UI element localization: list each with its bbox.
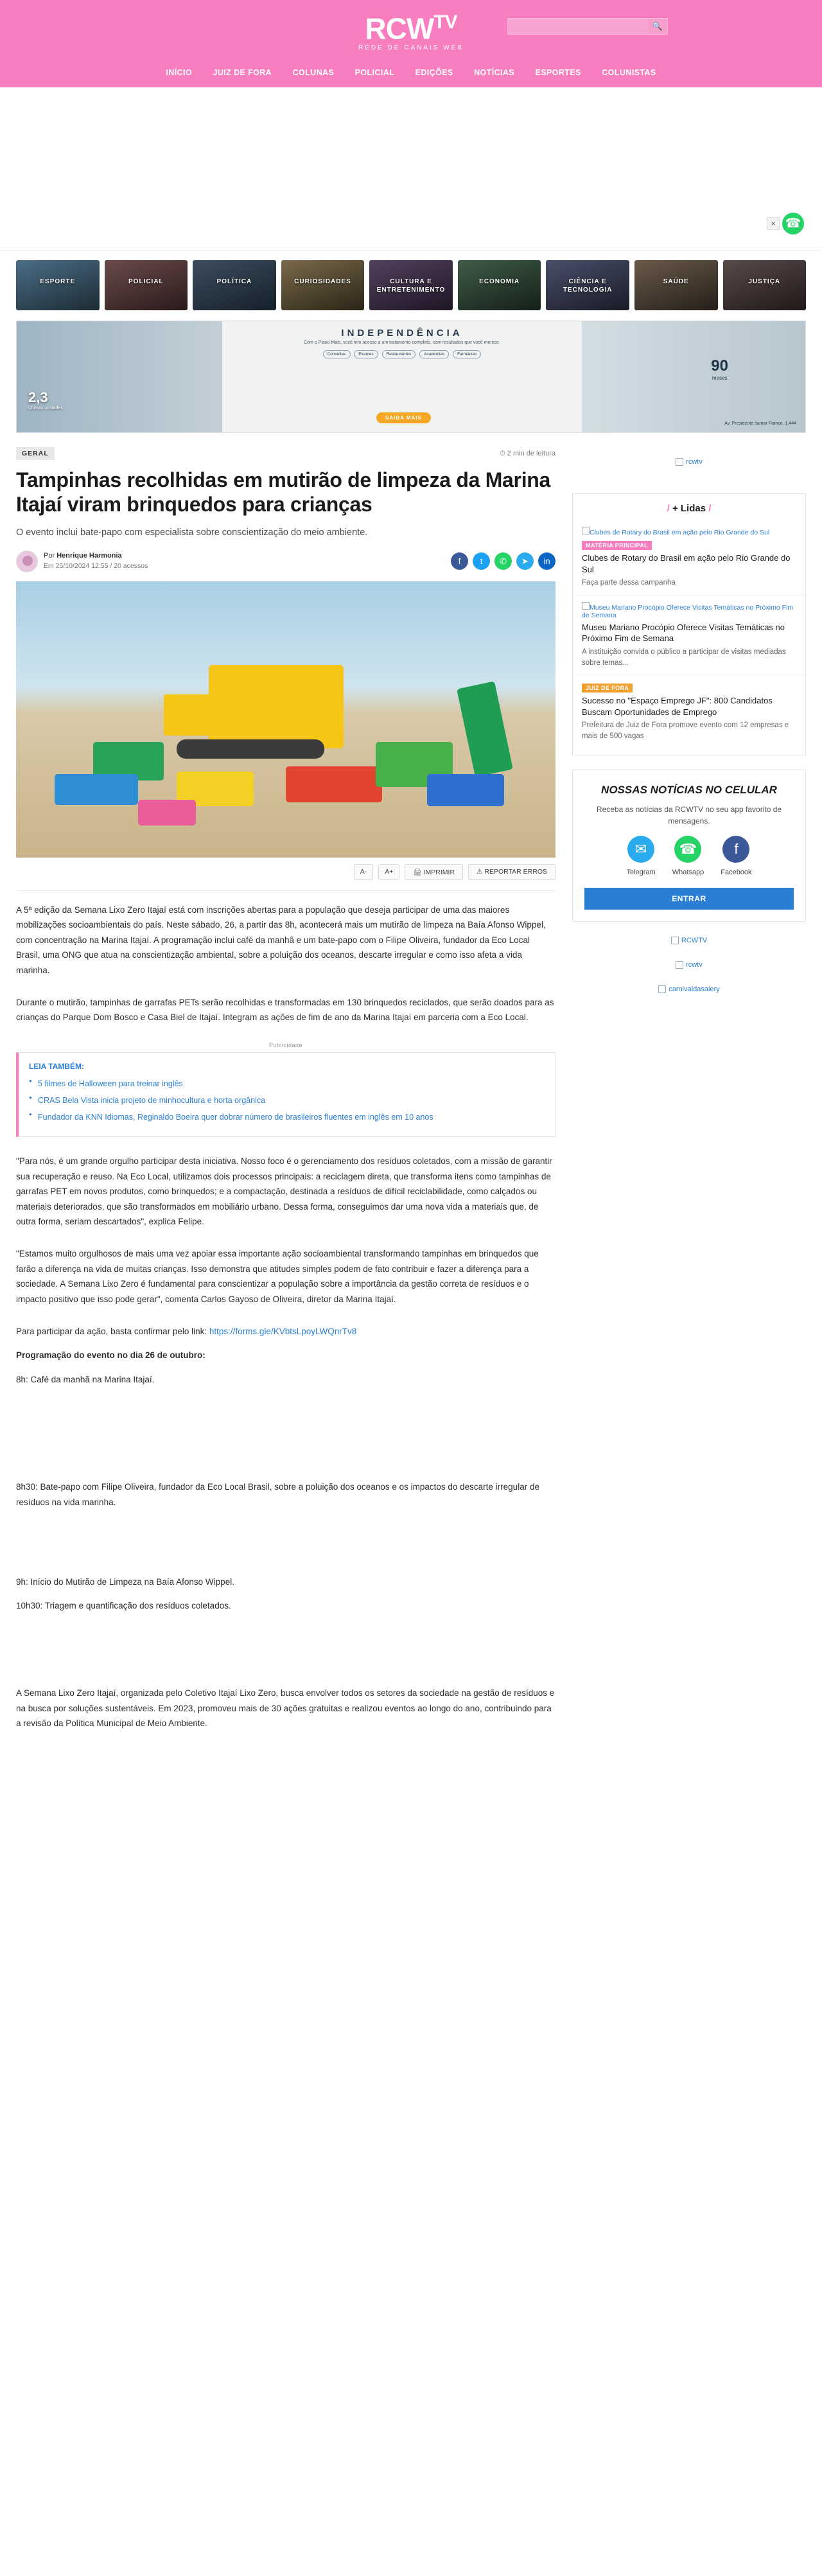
list-item-title[interactable]: Museu Mariano Procópio Oferece Visitas Temáticas no Próximo Fim de Semana: [582, 622, 785, 644]
article-meta-row: [16, 447, 555, 460]
list-item-thumb-alt: Clubes de Rotary do Brasil em ação pelo Rio Grande do Sul: [590, 529, 770, 536]
sidebar-ad-alt: carnivaldasalery: [669, 985, 720, 993]
top-ad-slot: [0, 87, 822, 251]
read-time: ⏱ 2 min de leitura: [500, 449, 555, 457]
toy-truck: [209, 665, 344, 748]
toy-shovel: [457, 681, 513, 777]
enter-button[interactable]: ENTRAR: [584, 888, 794, 910]
signup-link[interactable]: https://forms.gle/KVbtsLpoyLWQnrTv8: [209, 1326, 357, 1336]
banner-months-label: Últimas unidades: [28, 406, 63, 410]
toy-red: [286, 766, 382, 802]
category-label: CURIOSIDADES: [294, 278, 351, 285]
list-item[interactable]: [573, 595, 805, 675]
status-badge: JUIZ DE FORA: [582, 684, 633, 693]
broken-image-icon: [582, 602, 590, 610]
category-card-saude[interactable]: [634, 260, 718, 310]
leia-tambem-title: LEIA TAMBÉM:: [29, 1061, 84, 1071]
ad-label: Publicidade: [268, 1041, 303, 1048]
page-title: Tampinhas recolhidas em mutirão de limpeza da Marina Itajaí viram brinquedos para crianças: [16, 468, 551, 516]
article-paragraph: "Para nós, é um grande orgulho participar desta iniciativa. Nosso foco é o gerenciamento dos resíduos coletados, com a missão de garantir sua recuperação e reuso. Na Eco Local, utilizamos dois processos principais: a reciclagem direta, que transforma itens como tampinhas de garrafas PET em novos produtos, como brinquedos; e a compactação, destinada a resíduos de difícil reciclabilidade, como calçados ou materiais deteriorados, que são transformados em mobiliário urbano. Dessa forma, conseguimos dar uma nova vida a materiais que, de outra forma, seriam descartados", explica Felipe.: [16, 1156, 552, 1227]
whatsapp-subscribe-button[interactable]: [672, 836, 704, 878]
sidebar: [572, 447, 806, 1009]
signup-paragraph: [16, 1324, 555, 1339]
nav-item-policial[interactable]: POLICIAL: [354, 68, 395, 77]
category-label: POLÍTICA: [216, 278, 252, 285]
search-input[interactable]: [508, 19, 648, 34]
twitter-share-button[interactable]: t: [473, 552, 490, 570]
list-item-desc: Faça parte dessa campanha: [582, 579, 676, 587]
article-paragraph: A 5ª edição da Semana Lixo Zero Itajaí está com inscrições abertas para a população que deseja participar de uma das maiores mobilizações socioambientais do país. Neste sábado, 26, a partir das 8h, acontecerá mais um mutirão de limpeza na Baía Afonso Wippel, com concentração na Marina Itajaí. A programação inclui café da manhã e um bate-papo com o Filipe Oliveira, fundador da Eco Local Brasil, uma ONG que atua na conscientização ambiental, sobre a poluição dos oceanos, descarte irregular e como isso afeta a vida marinha.: [16, 904, 546, 976]
category-label: ECONOMIA: [479, 278, 520, 285]
banner-months-value: 2,3: [28, 389, 48, 405]
avatar: [16, 551, 38, 572]
telegram-subscribe-button[interactable]: [626, 836, 655, 878]
facebook-icon[interactable]: f: [722, 836, 749, 863]
mais-lidas-title: [573, 494, 805, 520]
category-card-policial[interactable]: [105, 260, 188, 310]
sidebar-ad-3[interactable]: [572, 985, 806, 996]
article-toolbar[interactable]: [16, 858, 555, 891]
category-card-ciencia-tecnologia[interactable]: [546, 260, 629, 310]
mais-lidas-label: + Lidas: [672, 503, 706, 514]
inline-ad-slot-3: [16, 1630, 555, 1686]
banner-cta-button[interactable]: SAIBA MAIS: [376, 412, 431, 423]
banner-chips: [222, 350, 582, 358]
nav-item-juiz-de-fora[interactable]: JUIZ DE FORA: [213, 68, 272, 77]
leia-tambem-box: [16, 1052, 555, 1137]
schedule-item: 10h30: Triagem e quantificação dos resíduos coletados.: [16, 1601, 231, 1611]
toy-pink: [138, 800, 196, 825]
banner-advertisement[interactable]: [16, 321, 806, 433]
category-label: ESPORTE: [40, 278, 76, 285]
category-label: CIÊNCIA E TECNOLOGIA: [563, 278, 613, 294]
nav-item-esportes[interactable]: ESPORTES: [535, 68, 581, 77]
banner-highlight: [711, 357, 728, 381]
sidebar-top-ad[interactable]: [572, 447, 806, 477]
broken-image-icon: [676, 961, 683, 969]
list-item[interactable]: [573, 520, 805, 595]
category-label: CULTURA E ENTRETENIMENTO: [376, 278, 446, 294]
broken-image-icon: [676, 458, 683, 466]
article-body: [16, 891, 555, 1731]
mobile-news-title: NOSSAS NOTÍCIAS NO CELULAR: [601, 783, 777, 796]
close-icon[interactable]: ×: [767, 217, 780, 230]
search-icon[interactable]: 🔍: [648, 19, 667, 34]
facebook-label: Facebook: [721, 868, 752, 876]
article-date: Em 25/10/2024 12:55 / 20 acessos: [44, 561, 148, 570]
byline: [16, 551, 148, 572]
logo-subtitle: REDE DE CANAIS WEB: [358, 44, 464, 52]
leia-tambem-link[interactable]: ● Fundador da KNN Idiomas, Reginaldo Boeira quer dobrar número de brasileiros fluentes em inglês em 10 anos: [29, 1111, 545, 1124]
inline-ad-slot: [16, 1396, 555, 1479]
list-item-desc: Prefeitura de Juiz de Fora promove evento com 12 empresas e mais de 500 vagas: [582, 721, 789, 740]
category-card-economia[interactable]: [458, 260, 541, 310]
telegram-share-button[interactable]: ➤: [516, 552, 534, 570]
linkedin-share-button[interactable]: in: [538, 552, 555, 570]
list-item-title[interactable]: Clubes de Rotary do Brasil em ação pelo Rio Grande do Sul: [582, 553, 791, 574]
schedule-item: 8h: Café da manhã na Marina Itajaí.: [16, 1374, 155, 1384]
category-label: JUSTIÇA: [748, 278, 781, 285]
nav-item-colunistas[interactable]: COLUNISTAS: [602, 68, 656, 77]
category-card-curiosidades[interactable]: [281, 260, 365, 310]
leia-tambem-link[interactable]: ● 5 filmes de Halloween para treinar inglês: [29, 1077, 545, 1090]
byline-row: [16, 551, 555, 581]
floating-whatsapp-widget[interactable]: [767, 213, 804, 234]
schedule-item: 9h: Início do Mutirão de Limpeza na Baía Afonso Wippel.: [16, 1576, 234, 1587]
schedule-title: Programação do evento no dia 26 de outubro:: [16, 1350, 206, 1361]
site-logo[interactable]: [358, 13, 464, 51]
facebook-share-button[interactable]: f: [451, 552, 468, 570]
banner-highlight-text: meses: [712, 375, 728, 381]
category-label: POLICIAL: [128, 278, 164, 285]
main-nav[interactable]: [0, 67, 822, 87]
banner-chip: Restaurantes: [382, 350, 416, 358]
schedule-item: 8h30: Bate-papo com Filipe Oliveira, fundador da Eco Local Brasil, sobre a poluição dos oceanos e os impactos do descarte irregular de resíduos na vida marinha.: [16, 1482, 539, 1508]
category-card-cultura-entretenimento[interactable]: [369, 260, 453, 310]
site-header: [0, 0, 822, 87]
banner-chip: Farmácias: [453, 350, 481, 358]
sidebar-ad-2[interactable]: [572, 960, 806, 972]
banner-months: [28, 389, 63, 410]
broken-image-icon: [671, 937, 679, 944]
sidebar-ad-alt: rcwtv: [686, 960, 703, 969]
banner-highlight-number: 90: [711, 357, 728, 375]
logo-main-text: RCW: [365, 12, 434, 46]
banner-subtitle: Com o Plano Mais, você tem acesso a um tratamento completo, com resultados que você merece.: [304, 340, 500, 345]
article-subtitle: O evento inclui bate-papo com especialista sobre conscientização do meio ambiente.: [16, 527, 368, 538]
banner-footer-text: Av. Presidente Itamar Franco, 1.444: [724, 421, 796, 426]
banner-chip: Consultas: [323, 350, 351, 358]
banner-chip: Academias: [419, 350, 449, 358]
status-badge: MATÉRIA PRINCIPAL: [582, 541, 652, 550]
increase-font-button[interactable]: A+: [378, 864, 399, 880]
share-row[interactable]: [451, 552, 555, 570]
category-card-politica[interactable]: [193, 260, 276, 310]
banner-chip: Exames: [354, 350, 378, 358]
nav-item-colunas[interactable]: COLUNAS: [292, 68, 335, 77]
telegram-label: Telegram: [626, 868, 656, 876]
author-name[interactable]: Henrique Harmonia: [57, 551, 122, 560]
sidebar-ad-1[interactable]: [572, 936, 806, 948]
category-strip: [16, 260, 806, 310]
decrease-font-button[interactable]: A-: [354, 864, 374, 880]
category-card-justica[interactable]: [723, 260, 807, 310]
logo-tv-text: TV: [433, 12, 457, 33]
broken-image-icon: [658, 985, 666, 993]
toy-blue-2: [427, 774, 504, 806]
nav-item-edicoes[interactable]: EDIÇÕES: [415, 68, 453, 77]
banner-title: INDEPENDÊNCIA: [341, 328, 463, 339]
article-column: [16, 447, 555, 1748]
slash-left: /: [667, 503, 670, 514]
read-time-label: 2 min de leitura: [507, 449, 555, 457]
report-error-button[interactable]: ⚠ REPORTAR ERROS: [468, 864, 555, 880]
mais-lidas-panel: [572, 493, 806, 755]
whatsapp-share-button[interactable]: ✆: [494, 552, 512, 570]
slash-right: /: [708, 503, 712, 514]
author-prefix: Por: [44, 551, 55, 560]
list-item[interactable]: [573, 675, 805, 748]
whatsapp-label: Whatsapp: [672, 868, 704, 876]
sidebar-top-ad-alt: rcwtv: [686, 458, 703, 466]
print-button[interactable]: 🖨 IMPRIMIR: [405, 864, 463, 880]
telegram-icon[interactable]: ✉: [627, 836, 654, 863]
sidebar-ad-alt: RCWTV: [681, 936, 708, 944]
signup-text: Para participar da ação, basta confirmar pelo link:: [16, 1326, 209, 1336]
list-item-desc: A instituição convida o público a participar de visitas mediadas sobre temas...: [582, 648, 786, 667]
category-card-esporte[interactable]: [16, 260, 100, 310]
nav-item-inicio[interactable]: INÍCIO: [166, 68, 193, 77]
inline-ad-slot-2: [16, 1519, 555, 1575]
list-item-thumb-alt: Museu Mariano Procópio Oferece Visitas Temáticas no Próximo Fim de Semana: [582, 603, 794, 619]
toy-blue: [55, 774, 138, 805]
article-paragraph: "Estamos muito orgulhosos de mais uma vez apoiar essa importante ação socioambiental transformando tampinhas em brinquedos que farão a diferença na vida de muitas crianças. Isso demonstra que atitudes simples podem de fato contribuir e fazer a diferença para a sociedade. A Semana Lixo Zero é fundamental para conscientizar a população sobre a importância da gestão correta de resíduos e o impacto positivo que isso pode gerar", comenta Carlos Gayoso de Oliveira, diretor da Marina Itajaí.: [16, 1249, 539, 1304]
search-box[interactable]: [507, 18, 668, 35]
mobile-news-subtitle: Receba as notícias da RCWTV no seu app favorito de mensagens.: [596, 804, 782, 825]
nav-item-noticias[interactable]: NOTÍCIAS: [474, 68, 515, 77]
list-item-title[interactable]: Sucesso no "Espaço Emprego JF": 800 Candidatos Buscam Oportunidades de Emprego: [582, 696, 773, 717]
broken-image-icon: [582, 527, 590, 534]
article-hero-image: [16, 581, 555, 858]
mobile-news-panel: [572, 770, 806, 922]
article-closing-paragraph: A Semana Lixo Zero Itajaí, organizada pelo Coletivo Itajaí Lixo Zero, busca envolver todos os setores da sociedade na gestão de resíduos e na busca por soluções sustentáveis. Em 2023, promoveu mais de 30 ações gratuitas e realizou eventos ao longo do ano, contribuindo para a revisão da Política Municipal de Meio Ambiente.: [16, 1688, 555, 1729]
whatsapp-icon[interactable]: ☎: [782, 213, 804, 234]
article-paragraph: Durante o mutirão, tampinhas de garrafas PETs serão recolhidas e transformadas em 130 brinquedos reciclados, que serão doados para as crianças do Parque Dom Bosco e Casa Biel de Itajaí. Integram as ações de fim de ano da Marina Itajaí em parceria com a Eco Local.: [16, 997, 554, 1023]
leia-tambem-link[interactable]: ● CRAS Bela Vista inicia projeto de minhocultura e horta orgânica: [29, 1094, 545, 1107]
category-label: SAÚDE: [663, 278, 689, 285]
facebook-subscribe-button[interactable]: [721, 836, 751, 878]
whatsapp-icon[interactable]: ☎: [674, 836, 701, 863]
category-badge[interactable]: GERAL: [16, 447, 55, 460]
